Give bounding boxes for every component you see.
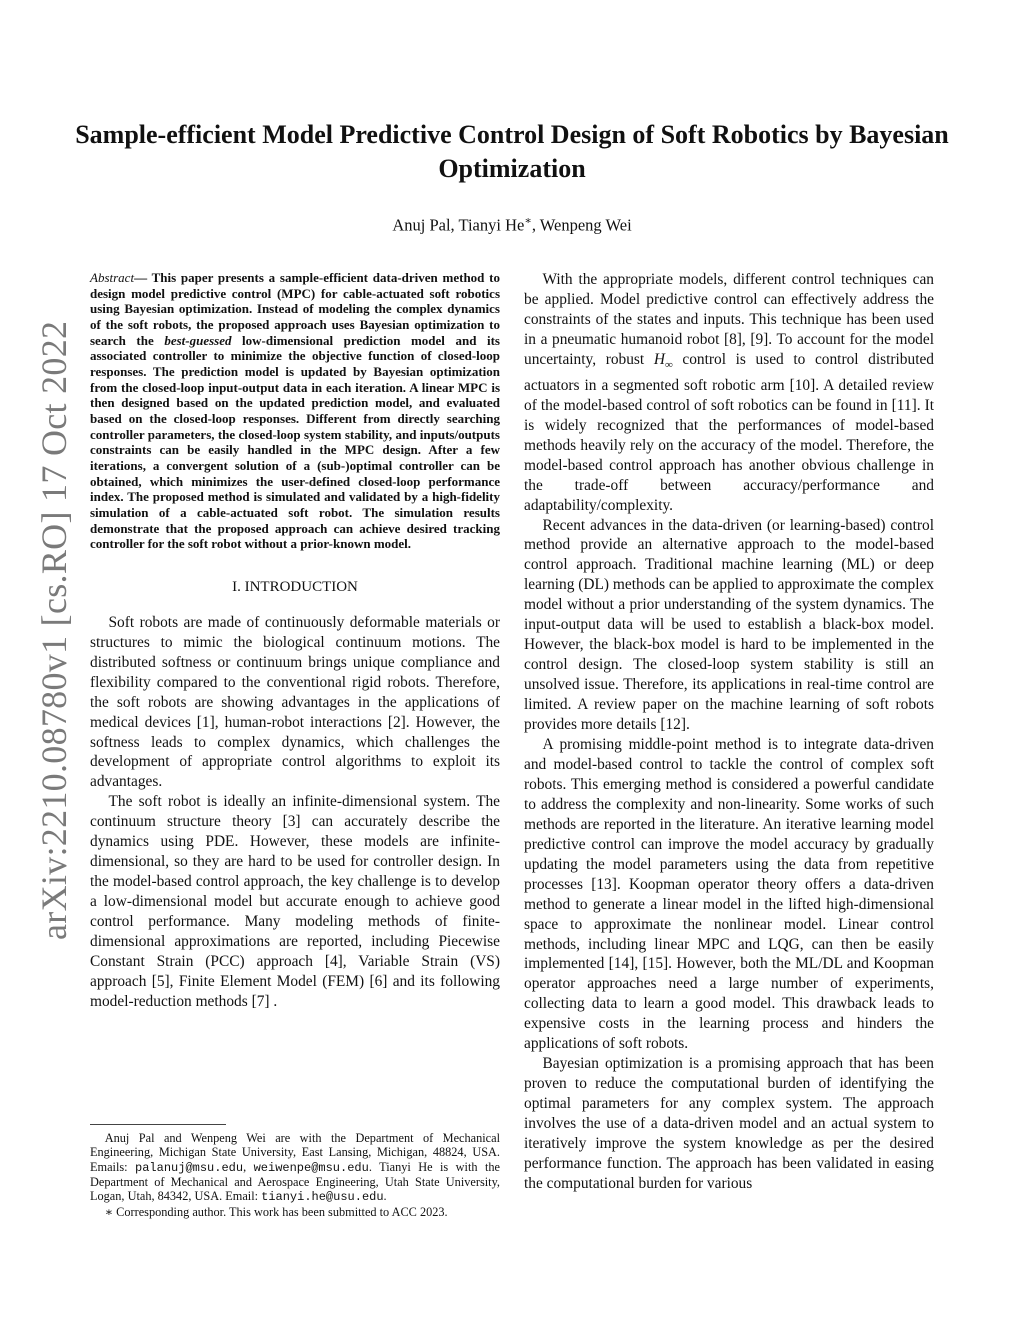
left-column — [90, 270, 500, 1012]
abstract-emphasis: best-guessed — [164, 332, 232, 348]
author-list — [60, 210, 964, 237]
section-heading-introduction: I. INTRODUCTION — [232, 578, 358, 595]
right-paragraph-2: Recent advances in the data-driven (or learning-based) control method provide an alternative approach to the model-based control approach. Traditional machine learning (ML) or deep learning (DL) methods can be applied to approximate the complex model without a prior understanding of the system dynamics. The input-output data will be used to establish a black-box model. However, the black-box model is hard to be implemented in the control design. The closed-loop system stability is still an unsolved issue. Therefore, its applications in real-time control are limited. A review paper on the machine learning of soft robots provides more details [12]. — [524, 516, 934, 734]
h-infinity-symbol: H — [653, 350, 665, 368]
footnote-divider — [90, 1124, 226, 1125]
footnote-affil-text-a: Anuj Pal and Wenpeng Wei are with the Department of Mechanical Engineering, Michigan State University, East Lansing, Michigan, 48824, USA. Emails: — [90, 1131, 500, 1174]
infinity-subscript: ∞ — [664, 358, 673, 371]
authors-names-a: Anuj Pal, Tianyi He — [392, 215, 525, 235]
authors-names-b: , Wenpeng Wei — [531, 215, 632, 235]
right-p1-text-a: With the appropriate models, different control techniques can be applied. Model predictive control can effectively address the constraints of the states and inputs. This technique has been used in a pneumatic humanoid robot [8], [9]. To account for the model uncertainty, robust — [524, 271, 934, 368]
email-separator: , — [243, 1159, 254, 1174]
corresponding-author-mark: ∗ — [524, 215, 532, 227]
footnote-corresponding: ∗ Corresponding author. This work has been submitted to ACC 2023. — [104, 1204, 448, 1219]
right-p1-text-b: control is used to control distributed actuators in a segmented soft robotic arm [10]. A detailed review of the model-based control of soft robotics can be found in [11]. It is widely recognized that the performances of model-based methods heavily rely on the accuracy of the model. Therefore, the model-based control approach has another obvious challenge in the trade-off between accuracy/performance and adaptability/complexity. — [524, 350, 934, 514]
footnote-affiliations — [90, 1131, 500, 1205]
email-link-wei[interactable]: weiwenpe@msu.edu — [253, 1160, 369, 1175]
abstract-text-b: low-dimensional prediction model and its associated controller to minimize the objective function of closed-loop responses. The prediction model is updated by Bayesian optimization from the closed-loop input-output data in each iteration. A linear MPC is then designed based on the updated prediction model, and evaluated based on the closed-loop responses. Different from directly searching controller parameters, the closed-loop system stability, and inputs/outputs constraints can be easily handled in the MPC design. After a few iterations, a convergent solution of a (sub-)optimal controller can be obtained, which minimizes the user-defined closed-loop performance index. The proposed method is simulated and validated by a high-fidelity simulation of a cable-actuated soft robot. The simulation results demonstrate that the proposed approach can achieve desired tracking controller for the soft robot without a prior-known model. — [90, 332, 500, 552]
intro-paragraph-2: The soft robot is ideally an infinite-dimensional system. The continuum structure theory [3] can accurately describe the dynamics using PDE. However, these models are infinite-dimensional, so they are hard to be used for controller design. In the model-based control approach, the key challenge is to develop a low-dimensional model but accurate enough to achieve good control performance. Many modeling methods of finite-dimensional approximations are reported, including Piecewise Constant Strain (PCC) approach [4], Variable Strain (VS) approach [5], Finite Element Model (FEM) [6] and its following model-reduction methods [7] . — [90, 793, 500, 1010]
arxiv-identifier: arXiv:2210.08780v1 [cs.RO] 17 Oct 2022 — [34, 320, 74, 940]
right-paragraph-4: Bayesian optimization is a promising approach that has been proven to reduce the computational burden of identifying the optimal parameters for any complex system. The approach involves the use of a data-driven model and an actual system to iteratively improve the system knowledge as per the desired performance function. The approach has been validated in easing the computational burden for various — [524, 1055, 934, 1192]
email-link-he[interactable]: tianyi.he@usu.edu — [261, 1190, 384, 1205]
footnotes — [90, 1124, 500, 1219]
footnote-affil-text-b: . Tianyi He is with the Department of Mechanical and Aerospace Engineering, Utah State University, Logan, Utah, 84342, USA. Email: — [90, 1159, 500, 1204]
right-paragraph-1 — [524, 270, 934, 516]
abstract — [90, 270, 500, 552]
paper-title: Sample-efficient Model Predictive Control Design of Soft Robotics by Bayesian Optimization — [75, 120, 949, 183]
right-column — [524, 270, 934, 1194]
abstract-text-a: — This paper presents a sample-efficient data-driven method to design model predictive control (MPC) for cable-actuated soft robotics using Bayesian optimization. Instead of modeling the complex dynamics of the soft robots, the proposed approach uses Bayesian optimization to search the — [90, 270, 500, 348]
intro-paragraph-1: Soft robots are made of continuously deformable materials or structures to mimic the biological continuum motions. The distributed softness or continuum brings unique compliance and flexibility compared to the conventional rigid robots. Therefore, the soft robots are showing advantages in the applications of medical devices [1], human-robot interactions [2]. However, the softness leads to complex dynamics, which challenges the development of appropriate control algorithms to exploit its advantages. — [90, 613, 500, 791]
abstract-label: Abstract — [90, 270, 135, 285]
email-link-pal[interactable]: palanuj@msu.edu — [135, 1160, 244, 1175]
right-paragraph-3: A promising middle-point method is to integrate data-driven and model-based control to tackle the control of complex soft robots. This emerging method is considered a powerful candidate to address the complexity and non-linearity. Some works of such methods are reported in the literature. An iterative learning model predictive control can improve the model accuracy by gradually updating the model parameters using the data from repetitive processes [13]. Koopman operator theory offers a data-driven method to generate a linear model in the lifted high-dimensional space to approximate the nonlinear model. Linear control methods, including linear MPC and LQG, can then be easily implemented [14], [15]. However, both the ML/DL and Koopman operator approaches need a large number of experiments, collecting data to learn a good model. This drawback leads to expensive costs in the learning process and hinders the applications of soft robots. — [524, 736, 934, 1053]
footnote-affil-text-c: . — [383, 1189, 387, 1204]
